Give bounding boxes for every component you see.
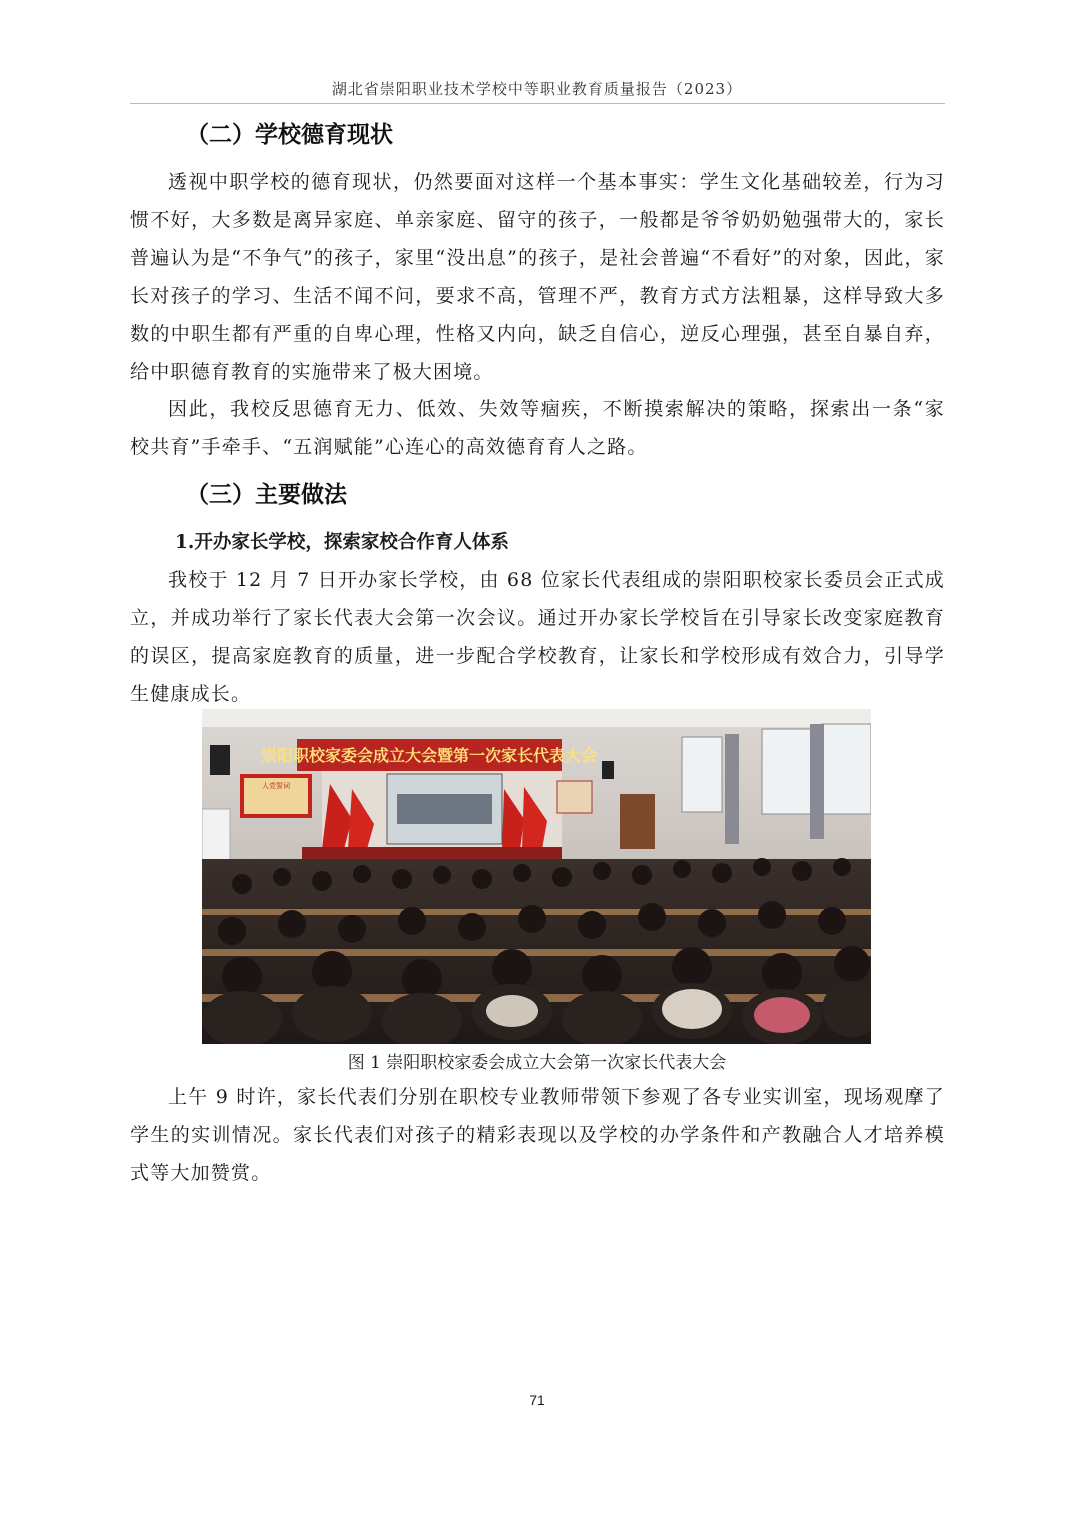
subheading-parent-school: 1.开办家长学校，探索家校合作育人体系 [175,532,509,553]
paragraph-parents-visit: 上午 9 时许，家长代表们分别在职校专业教师带领下参观了各专业实训室，现场观摩了学生的实训情况。家长代表们对孩子的精彩表现以及学校的办学条件和产教融合人才培养模式等大加赞赏。 [130,1086,945,1184]
header-divider [130,103,945,104]
figure-caption: 图 1 崇阳职校家委会成立大会第一次家长代表大会 [347,1053,727,1073]
paragraph-parent-school: 我校于 12 月 7 日开办家长学校，由 68 位家长代表组成的崇阳职校家长委员会正式成立，并成功举行了家长代表大会第一次会议。通过开办家长学校旨在引导家长改变家庭教育的误区，提高家庭教育的质量，进一步配合学校教育，让家长和学校形成有效合力，引导学生健康成长。 [130,569,945,705]
conference-photo-illustration [202,709,871,1044]
conference-photo [202,709,871,1044]
section-heading-moral-education: （二）学校德育现状 [186,121,393,148]
section-heading-main-practices: （三）主要做法 [186,481,347,508]
conference-banner-text: 崇阳职校家委会成立大会暨第一次家长代表大会 [260,746,598,765]
paragraph-reflection: 因此，我校反思德育无力、低效、失效等痼疾，不断摸索解决的策略，探索出一条“家校共育”手牵手、“五润赋能”心连心的高效德育育人之路。 [130,398,945,458]
oath-board-text: 人党誓词 [262,782,290,790]
running-header: 湖北省崇阳职业技术学校中等职业教育质量报告（2023） [331,80,743,98]
page-number: 71 [529,1392,545,1408]
paragraph-moral-status: 透视中职学校的德育现状，仍然要面对这样一个基本事实：学生文化基础较差，行为习惯不好，大多数是离异家庭、单亲家庭、留守的孩子，一般都是爷爷奶奶勉强带大的，家长普遍认为是“不争气”的孩子，家里“没出息”的孩子，是社会普遍“不看好”的对象，因此，家长对孩子的学习、生活不闻不问，要求不高，管理不严，教育方式方法粗暴，这样导致大多数的中职生都有严重的自卑心理，性格又内向，缺乏自信心，逆反心理强，甚至自暴自弃，给中职德育教育的实施带来了极大困境。 [130,171,945,383]
